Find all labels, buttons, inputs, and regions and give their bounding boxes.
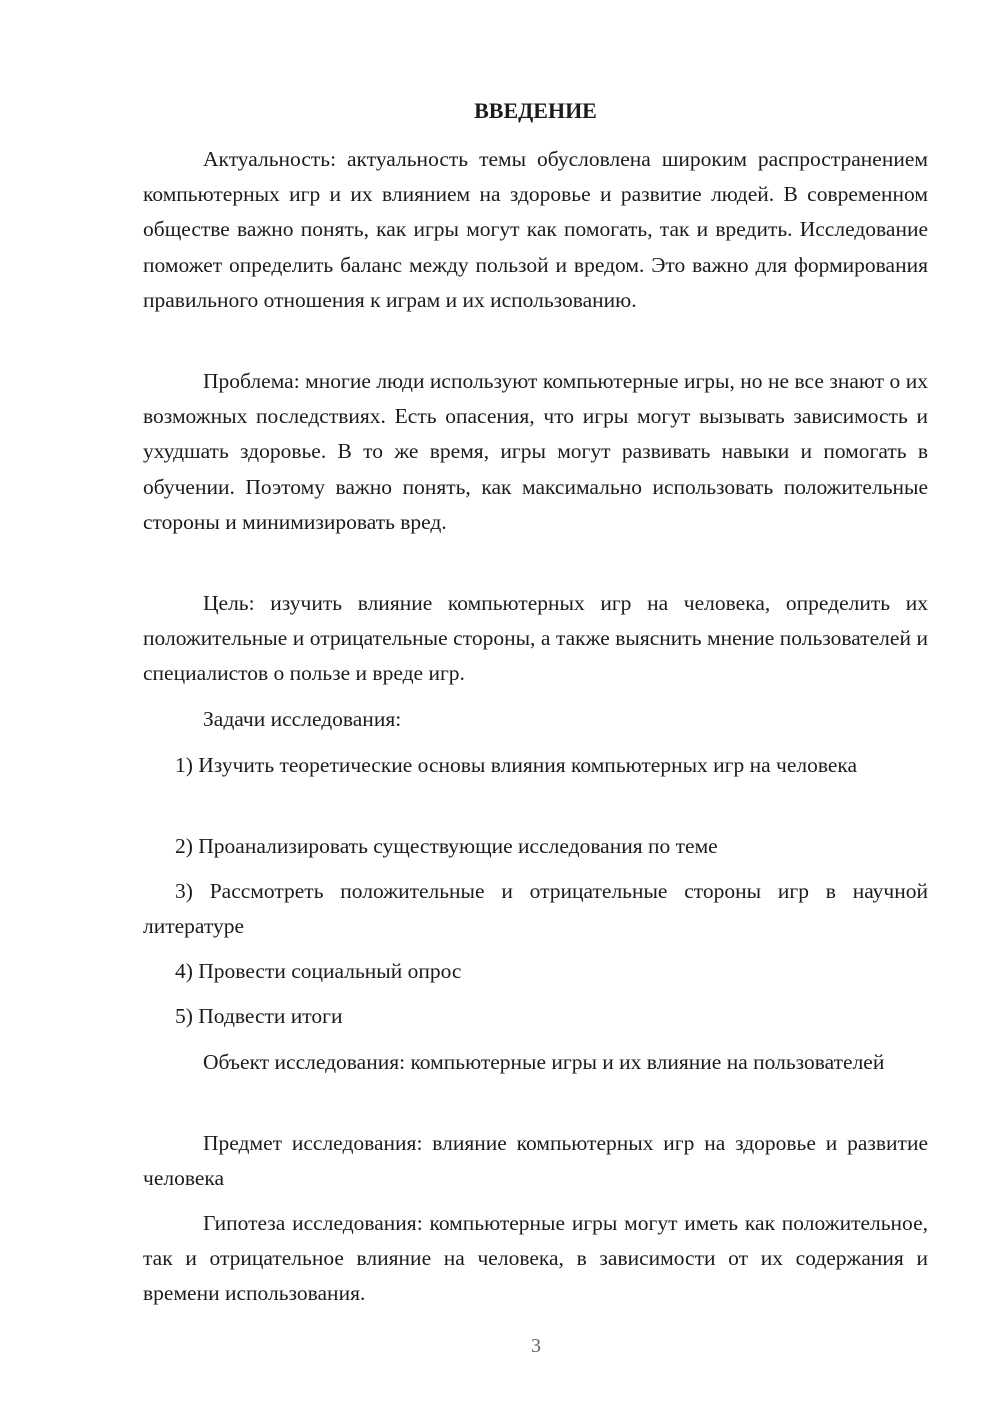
paragraph-object: Объект исследования: компьютерные игры и их влияние на пользователей [203,1050,885,1074]
paragraph-relevance: Актуальность: актуальность темы обусловлена широким распространением компьютерных игр и их влиянием на здоровье и развитие людей. В современном обществе важно понять, как игры могут как помогать, так и вредить. Исследование поможет определить баланс между пользой и вредом. Это важно для формирования правильного отношения к играм и их использованию. [143,147,928,312]
list-item: 4) Провести социальный опрос [175,959,462,983]
page-title: ВВЕДЕНИЕ [474,98,597,123]
page-number: 3 [531,1335,541,1357]
list-item: 5) Подвести итоги [175,1004,343,1028]
paragraph-hypothesis: Гипотеза исследования: компьютерные игры могут иметь как положительное, так и отрицательное влияние на человека, в зависимости от их содержания и времени использования. [143,1211,928,1306]
list-item: 3) Рассмотреть положительные и отрицательные стороны игр в научной литературе [143,879,928,939]
list-item: 2) Проанализировать существующие исследования по теме [175,834,718,858]
paragraph-goal: Цель: изучить влияние компьютерных игр на человека, определить их положительные и отрицательные стороны, а также выяснить мнение пользователей и специалистов о пользе и вреде игр. [143,591,928,686]
paragraph-tasks-heading: Задачи исследования: [203,707,402,731]
paragraph-subject: Предмет исследования: влияние компьютерных игр на здоровье и развитие человека [143,1131,928,1191]
paragraph-problem: Проблема: многие люди используют компьютерные игры, но не все знают о их возможных последствиях. Есть опасения, что игры могут вызывать зависимость и ухудшать здоровье. В то же время, игры могут развивать навыки и помогать в обучении. Поэтому важно понять, как максимально использовать положительные стороны и минимизировать вред. [143,369,928,534]
list-item: 1) Изучить теоретические основы влияния компьютерных игр на человека [175,753,858,777]
